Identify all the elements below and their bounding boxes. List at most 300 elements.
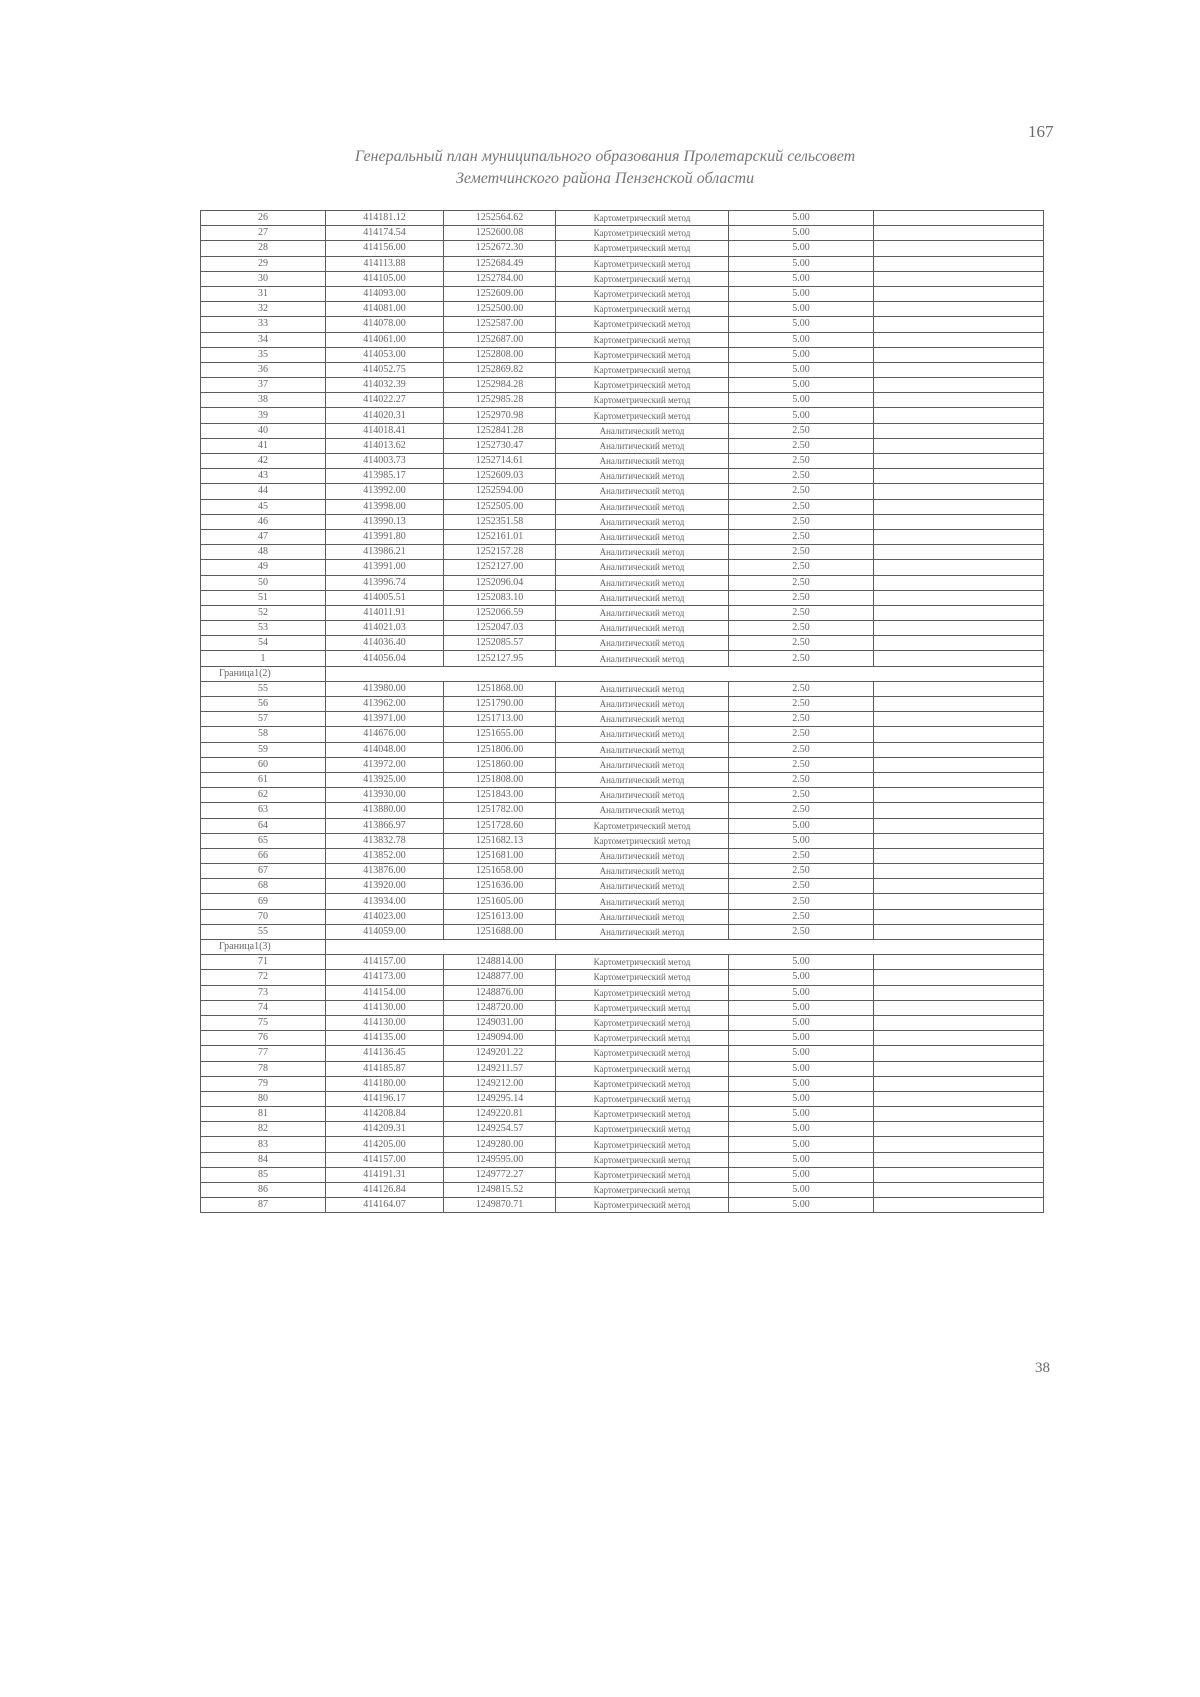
point-number-cell: 57 bbox=[201, 712, 326, 727]
table-row bbox=[201, 985, 1044, 1000]
method-cell: Картометрический метод bbox=[556, 1107, 729, 1122]
accuracy-cell: 2.50 bbox=[729, 788, 874, 803]
group-label-cell: Граница1(3) bbox=[201, 940, 326, 955]
method-cell: Картометрический метод bbox=[556, 970, 729, 985]
accuracy-cell: 2.50 bbox=[729, 454, 874, 469]
method-cell: Картометрический метод bbox=[556, 1167, 729, 1182]
point-number-cell: 60 bbox=[201, 757, 326, 772]
note-cell bbox=[874, 256, 1044, 271]
x-coordinate-cell: 414018.41 bbox=[326, 423, 444, 438]
x-coordinate-cell: 414173.00 bbox=[326, 970, 444, 985]
note-cell bbox=[874, 1167, 1044, 1182]
x-coordinate-cell: 413880.00 bbox=[326, 803, 444, 818]
header-line-2: Земетчинского района Пензенской области bbox=[455, 170, 755, 187]
method-cell: Картометрический метод bbox=[556, 1198, 729, 1213]
x-coordinate-cell: 414157.00 bbox=[326, 1152, 444, 1167]
y-coordinate-cell: 1251843.00 bbox=[444, 788, 556, 803]
note-cell bbox=[874, 362, 1044, 377]
accuracy-cell: 2.50 bbox=[729, 499, 874, 514]
note-cell bbox=[874, 1091, 1044, 1106]
note-cell bbox=[874, 985, 1044, 1000]
table-row bbox=[201, 317, 1044, 332]
x-coordinate-cell: 413991.80 bbox=[326, 529, 444, 544]
accuracy-cell: 2.50 bbox=[729, 514, 874, 529]
method-cell: Картометрический метод bbox=[556, 833, 729, 848]
coordinates-table bbox=[200, 210, 1044, 1213]
table-row bbox=[201, 894, 1044, 909]
table-row bbox=[201, 1167, 1044, 1182]
note-cell bbox=[874, 575, 1044, 590]
note-cell bbox=[874, 1015, 1044, 1030]
note-cell bbox=[874, 378, 1044, 393]
point-number-cell: 59 bbox=[201, 742, 326, 757]
table-row bbox=[201, 211, 1044, 226]
x-coordinate-cell: 414130.00 bbox=[326, 1015, 444, 1030]
table-row bbox=[201, 621, 1044, 636]
y-coordinate-cell: 1249094.00 bbox=[444, 1031, 556, 1046]
y-coordinate-cell: 1248814.00 bbox=[444, 955, 556, 970]
note-cell bbox=[874, 529, 1044, 544]
method-cell: Аналитический метод bbox=[556, 879, 729, 894]
method-cell: Картометрический метод bbox=[556, 347, 729, 362]
note-cell bbox=[874, 560, 1044, 575]
table-row bbox=[201, 1107, 1044, 1122]
method-cell: Аналитический метод bbox=[556, 757, 729, 772]
y-coordinate-cell: 1252714.61 bbox=[444, 454, 556, 469]
y-coordinate-cell: 1248876.00 bbox=[444, 985, 556, 1000]
y-coordinate-cell: 1251655.00 bbox=[444, 727, 556, 742]
accuracy-cell: 2.50 bbox=[729, 681, 874, 696]
table-row bbox=[201, 302, 1044, 317]
table-row bbox=[201, 362, 1044, 377]
accuracy-cell: 5.00 bbox=[729, 347, 874, 362]
x-coordinate-cell: 413990.13 bbox=[326, 514, 444, 529]
x-coordinate-cell: 414022.27 bbox=[326, 393, 444, 408]
y-coordinate-cell: 1252609.03 bbox=[444, 469, 556, 484]
point-number-cell: 36 bbox=[201, 362, 326, 377]
accuracy-cell: 2.50 bbox=[729, 757, 874, 772]
x-coordinate-cell: 414157.00 bbox=[326, 955, 444, 970]
method-cell: Картометрический метод bbox=[556, 1183, 729, 1198]
table-row bbox=[201, 469, 1044, 484]
y-coordinate-cell: 1252609.00 bbox=[444, 286, 556, 301]
method-cell: Картометрический метод bbox=[556, 408, 729, 423]
point-number-cell: 56 bbox=[201, 697, 326, 712]
x-coordinate-cell: 413972.00 bbox=[326, 757, 444, 772]
table-row bbox=[201, 1183, 1044, 1198]
method-cell: Аналитический метод bbox=[556, 499, 729, 514]
y-coordinate-cell: 1249254.57 bbox=[444, 1122, 556, 1137]
x-coordinate-cell: 414059.00 bbox=[326, 924, 444, 939]
x-coordinate-cell: 413866.97 bbox=[326, 818, 444, 833]
table-row bbox=[201, 1061, 1044, 1076]
x-coordinate-cell: 414013.62 bbox=[326, 438, 444, 453]
method-cell: Картометрический метод bbox=[556, 985, 729, 1000]
x-coordinate-cell: 413996.74 bbox=[326, 575, 444, 590]
note-cell bbox=[874, 317, 1044, 332]
table-row bbox=[201, 454, 1044, 469]
method-cell: Картометрический метод bbox=[556, 1015, 729, 1030]
table-row bbox=[201, 1122, 1044, 1137]
method-cell: Картометрический метод bbox=[556, 1000, 729, 1015]
table-row bbox=[201, 970, 1044, 985]
table-row bbox=[201, 955, 1044, 970]
point-number-cell: 81 bbox=[201, 1107, 326, 1122]
point-number-cell: 64 bbox=[201, 818, 326, 833]
y-coordinate-cell: 1249280.00 bbox=[444, 1137, 556, 1152]
header-line-1: Генеральный план муниципального образования Пролетарский сельсовет bbox=[354, 148, 856, 165]
x-coordinate-cell: 414196.17 bbox=[326, 1091, 444, 1106]
method-cell: Аналитический метод bbox=[556, 864, 729, 879]
method-cell: Аналитический метод bbox=[556, 681, 729, 696]
point-number-cell: 27 bbox=[201, 226, 326, 241]
point-number-cell: 63 bbox=[201, 803, 326, 818]
y-coordinate-cell: 1251713.00 bbox=[444, 712, 556, 727]
table-row bbox=[201, 712, 1044, 727]
accuracy-cell: 5.00 bbox=[729, 833, 874, 848]
method-cell: Аналитический метод bbox=[556, 560, 729, 575]
note-cell bbox=[874, 727, 1044, 742]
point-number-cell: 26 bbox=[201, 211, 326, 226]
x-coordinate-cell: 414135.00 bbox=[326, 1031, 444, 1046]
method-cell: Картометрический метод bbox=[556, 1031, 729, 1046]
point-number-cell: 78 bbox=[201, 1061, 326, 1076]
table-row bbox=[201, 1198, 1044, 1213]
x-coordinate-cell: 413934.00 bbox=[326, 894, 444, 909]
x-coordinate-cell: 414136.45 bbox=[326, 1046, 444, 1061]
accuracy-cell: 5.00 bbox=[729, 271, 874, 286]
note-cell bbox=[874, 438, 1044, 453]
note-cell bbox=[874, 803, 1044, 818]
x-coordinate-cell: 413992.00 bbox=[326, 484, 444, 499]
group-header-row bbox=[201, 666, 1044, 681]
x-coordinate-cell: 414053.00 bbox=[326, 347, 444, 362]
note-cell bbox=[874, 469, 1044, 484]
point-number-cell: 72 bbox=[201, 970, 326, 985]
point-number-cell: 29 bbox=[201, 256, 326, 271]
accuracy-cell: 5.00 bbox=[729, 1015, 874, 1030]
x-coordinate-cell: 414130.00 bbox=[326, 1000, 444, 1015]
y-coordinate-cell: 1252127.95 bbox=[444, 651, 556, 666]
point-number-cell: 50 bbox=[201, 575, 326, 590]
y-coordinate-cell: 1252564.62 bbox=[444, 211, 556, 226]
accuracy-cell: 2.50 bbox=[729, 484, 874, 499]
y-coordinate-cell: 1252594.00 bbox=[444, 484, 556, 499]
x-coordinate-cell: 414181.12 bbox=[326, 211, 444, 226]
note-cell bbox=[874, 1031, 1044, 1046]
accuracy-cell: 5.00 bbox=[729, 970, 874, 985]
y-coordinate-cell: 1251728.60 bbox=[444, 818, 556, 833]
point-number-cell: 55 bbox=[201, 681, 326, 696]
accuracy-cell: 5.00 bbox=[729, 1137, 874, 1152]
accuracy-cell: 2.50 bbox=[729, 712, 874, 727]
footer-page-number: 38 bbox=[1035, 1360, 1050, 1376]
method-cell: Аналитический метод bbox=[556, 438, 729, 453]
note-cell bbox=[874, 454, 1044, 469]
accuracy-cell: 5.00 bbox=[729, 1167, 874, 1182]
note-cell bbox=[874, 1137, 1044, 1152]
point-number-cell: 54 bbox=[201, 636, 326, 651]
note-cell bbox=[874, 970, 1044, 985]
y-coordinate-cell: 1252784.00 bbox=[444, 271, 556, 286]
table-row bbox=[201, 742, 1044, 757]
y-coordinate-cell: 1249212.00 bbox=[444, 1076, 556, 1091]
point-number-cell: 66 bbox=[201, 848, 326, 863]
table-row bbox=[201, 1000, 1044, 1015]
accuracy-cell: 5.00 bbox=[729, 408, 874, 423]
method-cell: Аналитический метод bbox=[556, 469, 729, 484]
y-coordinate-cell: 1251605.00 bbox=[444, 894, 556, 909]
x-coordinate-cell: 413930.00 bbox=[326, 788, 444, 803]
note-cell bbox=[874, 757, 1044, 772]
method-cell: Картометрический метод bbox=[556, 317, 729, 332]
method-cell: Аналитический метод bbox=[556, 924, 729, 939]
point-number-cell: 70 bbox=[201, 909, 326, 924]
y-coordinate-cell: 1251782.00 bbox=[444, 803, 556, 818]
method-cell: Картометрический метод bbox=[556, 241, 729, 256]
point-number-cell: 61 bbox=[201, 772, 326, 787]
x-coordinate-cell: 413985.17 bbox=[326, 469, 444, 484]
method-cell: Аналитический метод bbox=[556, 545, 729, 560]
y-coordinate-cell: 1248877.00 bbox=[444, 970, 556, 985]
y-coordinate-cell: 1249295.14 bbox=[444, 1091, 556, 1106]
y-coordinate-cell: 1252808.00 bbox=[444, 347, 556, 362]
point-number-cell: 49 bbox=[201, 560, 326, 575]
y-coordinate-cell: 1252672.30 bbox=[444, 241, 556, 256]
x-coordinate-cell: 414105.00 bbox=[326, 271, 444, 286]
accuracy-cell: 5.00 bbox=[729, 226, 874, 241]
y-coordinate-cell: 1252096.04 bbox=[444, 575, 556, 590]
method-cell: Картометрический метод bbox=[556, 1152, 729, 1167]
x-coordinate-cell: 414174.54 bbox=[326, 226, 444, 241]
method-cell: Аналитический метод bbox=[556, 636, 729, 651]
note-cell bbox=[874, 1183, 1044, 1198]
accuracy-cell: 2.50 bbox=[729, 621, 874, 636]
y-coordinate-cell: 1252083.10 bbox=[444, 590, 556, 605]
x-coordinate-cell: 414005.51 bbox=[326, 590, 444, 605]
accuracy-cell: 2.50 bbox=[729, 651, 874, 666]
y-coordinate-cell: 1251613.00 bbox=[444, 909, 556, 924]
y-coordinate-cell: 1252127.00 bbox=[444, 560, 556, 575]
method-cell: Аналитический метод bbox=[556, 529, 729, 544]
table-row bbox=[201, 484, 1044, 499]
method-cell: Картометрический метод bbox=[556, 818, 729, 833]
point-number-cell: 55 bbox=[201, 924, 326, 939]
x-coordinate-cell: 414032.39 bbox=[326, 378, 444, 393]
point-number-cell: 1 bbox=[201, 651, 326, 666]
y-coordinate-cell: 1252351.58 bbox=[444, 514, 556, 529]
point-number-cell: 53 bbox=[201, 621, 326, 636]
point-number-cell: 42 bbox=[201, 454, 326, 469]
x-coordinate-cell: 414126.84 bbox=[326, 1183, 444, 1198]
table-row bbox=[201, 575, 1044, 590]
table-row bbox=[201, 438, 1044, 453]
accuracy-cell: 5.00 bbox=[729, 393, 874, 408]
y-coordinate-cell: 1249201.22 bbox=[444, 1046, 556, 1061]
table-row bbox=[201, 879, 1044, 894]
y-coordinate-cell: 1252085.57 bbox=[444, 636, 556, 651]
table-row bbox=[201, 772, 1044, 787]
note-cell bbox=[874, 697, 1044, 712]
method-cell: Аналитический метод bbox=[556, 621, 729, 636]
table-row bbox=[201, 271, 1044, 286]
table-row bbox=[201, 651, 1044, 666]
page-number: 167 bbox=[1028, 122, 1054, 141]
point-number-cell: 80 bbox=[201, 1091, 326, 1106]
point-number-cell: 67 bbox=[201, 864, 326, 879]
accuracy-cell: 5.00 bbox=[729, 955, 874, 970]
point-number-cell: 87 bbox=[201, 1198, 326, 1213]
table-row bbox=[201, 1046, 1044, 1061]
x-coordinate-cell: 414052.75 bbox=[326, 362, 444, 377]
point-number-cell: 79 bbox=[201, 1076, 326, 1091]
note-cell bbox=[874, 1076, 1044, 1091]
x-coordinate-cell: 413962.00 bbox=[326, 697, 444, 712]
note-cell bbox=[874, 681, 1044, 696]
point-number-cell: 30 bbox=[201, 271, 326, 286]
point-number-cell: 86 bbox=[201, 1183, 326, 1198]
note-cell bbox=[874, 514, 1044, 529]
point-number-cell: 37 bbox=[201, 378, 326, 393]
note-cell bbox=[874, 302, 1044, 317]
y-coordinate-cell: 1251682.13 bbox=[444, 833, 556, 848]
point-number-cell: 76 bbox=[201, 1031, 326, 1046]
table-row bbox=[201, 818, 1044, 833]
table-row bbox=[201, 499, 1044, 514]
table-row bbox=[201, 286, 1044, 301]
note-cell bbox=[874, 712, 1044, 727]
accuracy-cell: 5.00 bbox=[729, 1183, 874, 1198]
y-coordinate-cell: 1249815.52 bbox=[444, 1183, 556, 1198]
note-cell bbox=[874, 499, 1044, 514]
note-cell bbox=[874, 286, 1044, 301]
method-cell: Картометрический метод bbox=[556, 1076, 729, 1091]
x-coordinate-cell: 413925.00 bbox=[326, 772, 444, 787]
point-number-cell: 58 bbox=[201, 727, 326, 742]
table-row bbox=[201, 909, 1044, 924]
y-coordinate-cell: 1252600.08 bbox=[444, 226, 556, 241]
x-coordinate-cell: 413832.78 bbox=[326, 833, 444, 848]
accuracy-cell: 5.00 bbox=[729, 985, 874, 1000]
accuracy-cell: 2.50 bbox=[729, 636, 874, 651]
y-coordinate-cell: 1252161.01 bbox=[444, 529, 556, 544]
table-row bbox=[201, 833, 1044, 848]
note-cell bbox=[874, 271, 1044, 286]
table-row bbox=[201, 864, 1044, 879]
x-coordinate-cell: 414191.31 bbox=[326, 1167, 444, 1182]
point-number-cell: 52 bbox=[201, 605, 326, 620]
table-row bbox=[201, 681, 1044, 696]
table-row bbox=[201, 636, 1044, 651]
y-coordinate-cell: 1252970.98 bbox=[444, 408, 556, 423]
table-row bbox=[201, 423, 1044, 438]
accuracy-cell: 2.50 bbox=[729, 560, 874, 575]
method-cell: Аналитический метод bbox=[556, 590, 729, 605]
accuracy-cell: 5.00 bbox=[729, 256, 874, 271]
x-coordinate-cell: 414676.00 bbox=[326, 727, 444, 742]
note-cell bbox=[874, 879, 1044, 894]
accuracy-cell: 2.50 bbox=[729, 605, 874, 620]
table-row bbox=[201, 924, 1044, 939]
method-cell: Картометрический метод bbox=[556, 1091, 729, 1106]
note-cell bbox=[874, 833, 1044, 848]
y-coordinate-cell: 1252500.00 bbox=[444, 302, 556, 317]
note-cell bbox=[874, 241, 1044, 256]
table-row bbox=[201, 514, 1044, 529]
note-cell bbox=[874, 909, 1044, 924]
point-number-cell: 73 bbox=[201, 985, 326, 1000]
x-coordinate-cell: 414209.31 bbox=[326, 1122, 444, 1137]
x-coordinate-cell: 414020.31 bbox=[326, 408, 444, 423]
method-cell: Аналитический метод bbox=[556, 454, 729, 469]
table-row bbox=[201, 226, 1044, 241]
note-cell bbox=[874, 211, 1044, 226]
group-label-cell: Граница1(2) bbox=[201, 666, 326, 681]
note-cell bbox=[874, 393, 1044, 408]
table-row bbox=[201, 332, 1044, 347]
x-coordinate-cell: 414180.00 bbox=[326, 1076, 444, 1091]
x-coordinate-cell: 413986.21 bbox=[326, 545, 444, 560]
accuracy-cell: 5.00 bbox=[729, 378, 874, 393]
point-number-cell: 68 bbox=[201, 879, 326, 894]
method-cell: Аналитический метод bbox=[556, 909, 729, 924]
method-cell: Картометрический метод bbox=[556, 226, 729, 241]
note-cell bbox=[874, 636, 1044, 651]
point-number-cell: 41 bbox=[201, 438, 326, 453]
table-row bbox=[201, 347, 1044, 362]
point-number-cell: 32 bbox=[201, 302, 326, 317]
y-coordinate-cell: 1251808.00 bbox=[444, 772, 556, 787]
method-cell: Картометрический метод bbox=[556, 1122, 729, 1137]
note-cell bbox=[874, 408, 1044, 423]
accuracy-cell: 5.00 bbox=[729, 332, 874, 347]
method-cell: Картометрический метод bbox=[556, 332, 729, 347]
point-number-cell: 28 bbox=[201, 241, 326, 256]
method-cell: Картометрический метод bbox=[556, 271, 729, 286]
method-cell: Картометрический метод bbox=[556, 1137, 729, 1152]
accuracy-cell: 5.00 bbox=[729, 1152, 874, 1167]
method-cell: Аналитический метод bbox=[556, 514, 729, 529]
x-coordinate-cell: 414156.00 bbox=[326, 241, 444, 256]
method-cell: Аналитический метод bbox=[556, 803, 729, 818]
note-cell bbox=[874, 1000, 1044, 1015]
note-cell bbox=[874, 545, 1044, 560]
method-cell: Аналитический метод bbox=[556, 484, 729, 499]
method-cell: Картометрический метод bbox=[556, 211, 729, 226]
x-coordinate-cell: 414164.07 bbox=[326, 1198, 444, 1213]
point-number-cell: 75 bbox=[201, 1015, 326, 1030]
table-row bbox=[201, 757, 1044, 772]
accuracy-cell: 5.00 bbox=[729, 317, 874, 332]
accuracy-cell: 2.50 bbox=[729, 438, 874, 453]
x-coordinate-cell: 414205.00 bbox=[326, 1137, 444, 1152]
note-cell bbox=[874, 1122, 1044, 1137]
point-number-cell: 39 bbox=[201, 408, 326, 423]
accuracy-cell: 2.50 bbox=[729, 469, 874, 484]
table-row bbox=[201, 697, 1044, 712]
y-coordinate-cell: 1252684.49 bbox=[444, 256, 556, 271]
note-cell bbox=[874, 605, 1044, 620]
accuracy-cell: 5.00 bbox=[729, 241, 874, 256]
accuracy-cell: 2.50 bbox=[729, 590, 874, 605]
y-coordinate-cell: 1249595.00 bbox=[444, 1152, 556, 1167]
y-coordinate-cell: 1251681.00 bbox=[444, 848, 556, 863]
x-coordinate-cell: 413971.00 bbox=[326, 712, 444, 727]
y-coordinate-cell: 1248720.00 bbox=[444, 1000, 556, 1015]
table-row bbox=[201, 590, 1044, 605]
table-row bbox=[201, 560, 1044, 575]
point-number-cell: 83 bbox=[201, 1137, 326, 1152]
